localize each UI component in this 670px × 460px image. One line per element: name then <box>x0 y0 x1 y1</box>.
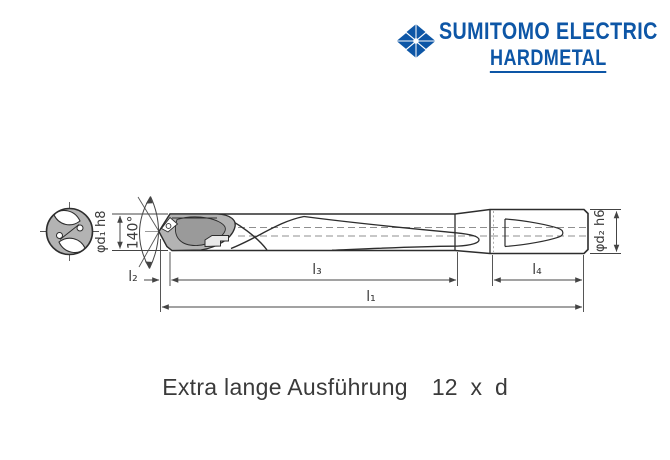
caption-times: x <box>470 374 482 400</box>
caption-text: Extra lange Ausführung <box>162 374 408 400</box>
logo-company: SUMITOMO ELECTRIC <box>439 18 658 45</box>
dim-label-l4: l₄ <box>532 262 542 278</box>
side-view <box>145 210 588 254</box>
caption-unit: d <box>495 374 508 400</box>
caption <box>0 374 670 401</box>
dim-label-l1: l₁ <box>366 289 376 305</box>
logo-division: HARDMETAL <box>490 47 607 73</box>
front-view <box>40 202 99 261</box>
dim-label-l2: l₂ <box>128 269 138 285</box>
dim-label-shank-diameter: φd₂ h6 <box>593 209 609 253</box>
caption-multiplier: 12 <box>431 374 458 400</box>
dim-label-front-diameter: φd₁ h8 <box>94 210 110 254</box>
dim-label-point-angle: 140° <box>125 215 142 250</box>
dim-label-l3: l₃ <box>312 262 322 278</box>
